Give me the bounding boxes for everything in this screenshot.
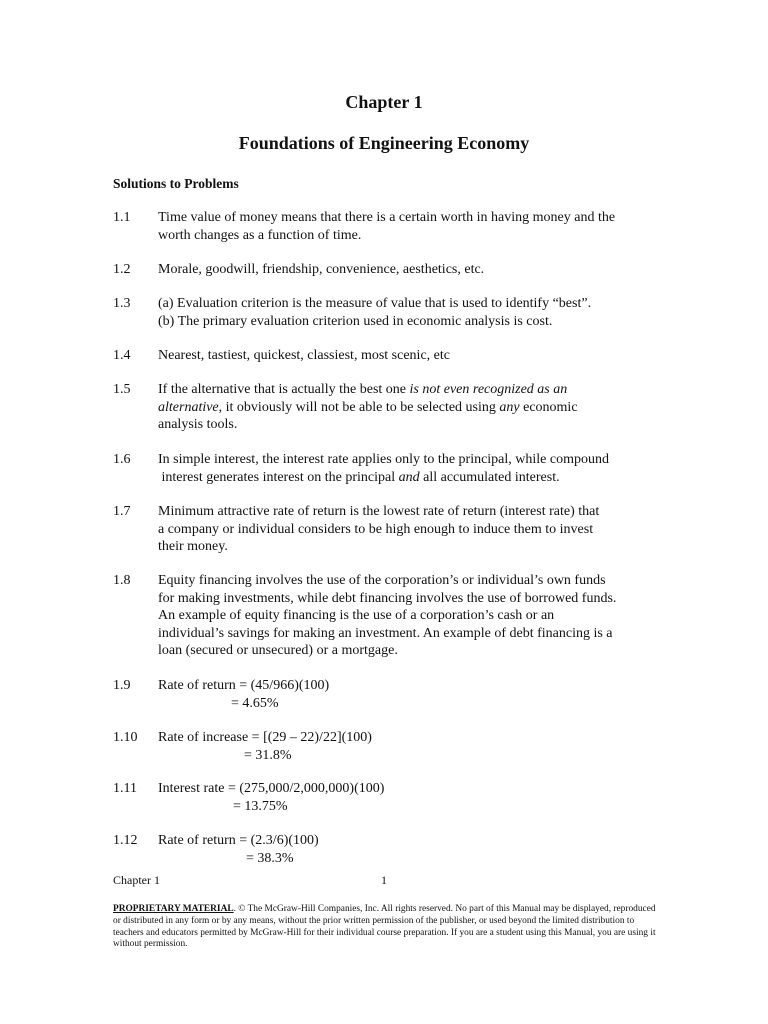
- problem-number: 1.2: [113, 262, 131, 277]
- problem-number: 1.6: [113, 452, 131, 467]
- answer-line: a company or individual considers to be high enough to induce them to invest: [158, 521, 594, 537]
- answer-line: An example of equity financing is the use of a corporation’s cash or an: [158, 608, 555, 624]
- answer-line: [158, 399, 658, 417]
- answer-line: Nearest, tastiest, quickest, classiest, most scenic, etc: [158, 348, 450, 363]
- answer-line: for making investments, while debt financing involves the use of borrowed funds.: [158, 590, 617, 606]
- answer-line: loan (secured or unsecured) or a mortgage.: [158, 643, 398, 659]
- copyright-text: . © The McGraw-Hill Companies, Inc. All rights reserved. No part of this Manual may be displayed, reproduced or distributed in any form or by any means, without the prior written permission of the publisher, or used beyond the limited distribution to teachers and educators permitted by McGraw-Hill for their individual course preparation. If you are a student using this Manual, you are using it without permission.: [113, 904, 656, 950]
- answer-line: [158, 381, 658, 399]
- answer-result: = 13.75%: [233, 798, 288, 814]
- answer-line: Rate of increase = [(29 – 22)/22](100): [158, 730, 372, 745]
- footer-chapter-label: Chapter 1: [113, 873, 160, 887]
- answer-line: worth changes as a function of time.: [158, 227, 362, 243]
- answer-emphasis: any: [499, 399, 520, 415]
- answer-line: Rate of return = (45/966)(100): [158, 678, 330, 693]
- answer-line: Interest rate = (275,000/2,000,000)(100): [158, 781, 385, 796]
- problem-answer: [158, 209, 658, 244]
- problem-answer: [158, 677, 658, 712]
- copyright-notice: [113, 904, 661, 951]
- answer-line: Rate of return = (2.3/6)(100): [158, 833, 319, 848]
- problem-answer: [158, 729, 658, 764]
- problem-number: 1.9: [113, 678, 131, 693]
- answer-line: analysis tools.: [158, 417, 238, 433]
- answer-line: (a) Evaluation criterion is the measure of value that is used to identify “best”.: [158, 296, 592, 311]
- answer-line: (b) The primary evaluation criterion used in economic analysis is cost.: [158, 313, 553, 329]
- problem-answer: [158, 832, 658, 867]
- answer-line: [158, 469, 658, 487]
- page-number: 1: [381, 873, 387, 887]
- answer-line: Minimum attractive rate of return is the lowest rate of return (interest rate) that: [158, 504, 600, 519]
- answer-result: = 31.8%: [244, 747, 292, 763]
- problem-number: 1.8: [113, 573, 131, 588]
- answer-text: If the alternative that is actually the best one: [158, 382, 410, 397]
- problem-answer: [158, 451, 658, 486]
- proprietary-label: PROPRIETARY MATERIAL: [113, 904, 234, 914]
- answer-result: = 4.65%: [231, 695, 279, 711]
- answer-text: , it obviously will not be able to be selected using: [218, 399, 500, 415]
- problem-answer: [158, 295, 658, 330]
- page-title: Foundations of Engineering Economy: [238, 133, 530, 153]
- answer-emphasis: alternative: [158, 399, 219, 415]
- problem-answer: [158, 572, 658, 660]
- answer-line: Equity financing involves the use of the corporation’s or individual’s own funds: [158, 573, 606, 588]
- problem-answer: [158, 503, 658, 556]
- problem-answer: [158, 261, 658, 279]
- problem-number: 1.10: [113, 730, 138, 745]
- problem-number: 1.12: [113, 833, 138, 848]
- answer-text: all accumulated interest.: [419, 469, 560, 485]
- problem-number: 1.1: [113, 210, 131, 225]
- answer-line: In simple interest, the interest rate applies only to the principal, while compound: [158, 452, 609, 467]
- answer-text: interest generates interest on the principal: [158, 469, 399, 485]
- answer-line: individual’s savings for making an investment. An example of debt financing is a: [158, 625, 613, 641]
- problem-number: 1.3: [113, 296, 131, 311]
- problem-number: 1.7: [113, 504, 131, 519]
- problem-answer: [158, 780, 658, 815]
- problem-answer: [158, 347, 658, 365]
- problem-number: 1.5: [113, 382, 131, 397]
- answer-line: Time value of money means that there is a certain worth in having money and the: [158, 210, 616, 225]
- answer-line: their money.: [158, 539, 228, 555]
- chapter-heading: Chapter 1: [345, 92, 423, 112]
- problem-number: 1.4: [113, 348, 131, 363]
- answer-result: = 38.3%: [246, 850, 294, 866]
- answer-emphasis: and: [398, 469, 420, 485]
- problem-answer: [158, 381, 658, 434]
- answer-text: economic: [519, 399, 578, 415]
- answer-emphasis: is not even recognized as an: [409, 382, 568, 397]
- section-heading: Solutions to Problems: [113, 176, 239, 191]
- answer-line: Morale, goodwill, friendship, convenience, aesthetics, etc.: [158, 262, 485, 277]
- problem-number: 1.11: [113, 781, 137, 796]
